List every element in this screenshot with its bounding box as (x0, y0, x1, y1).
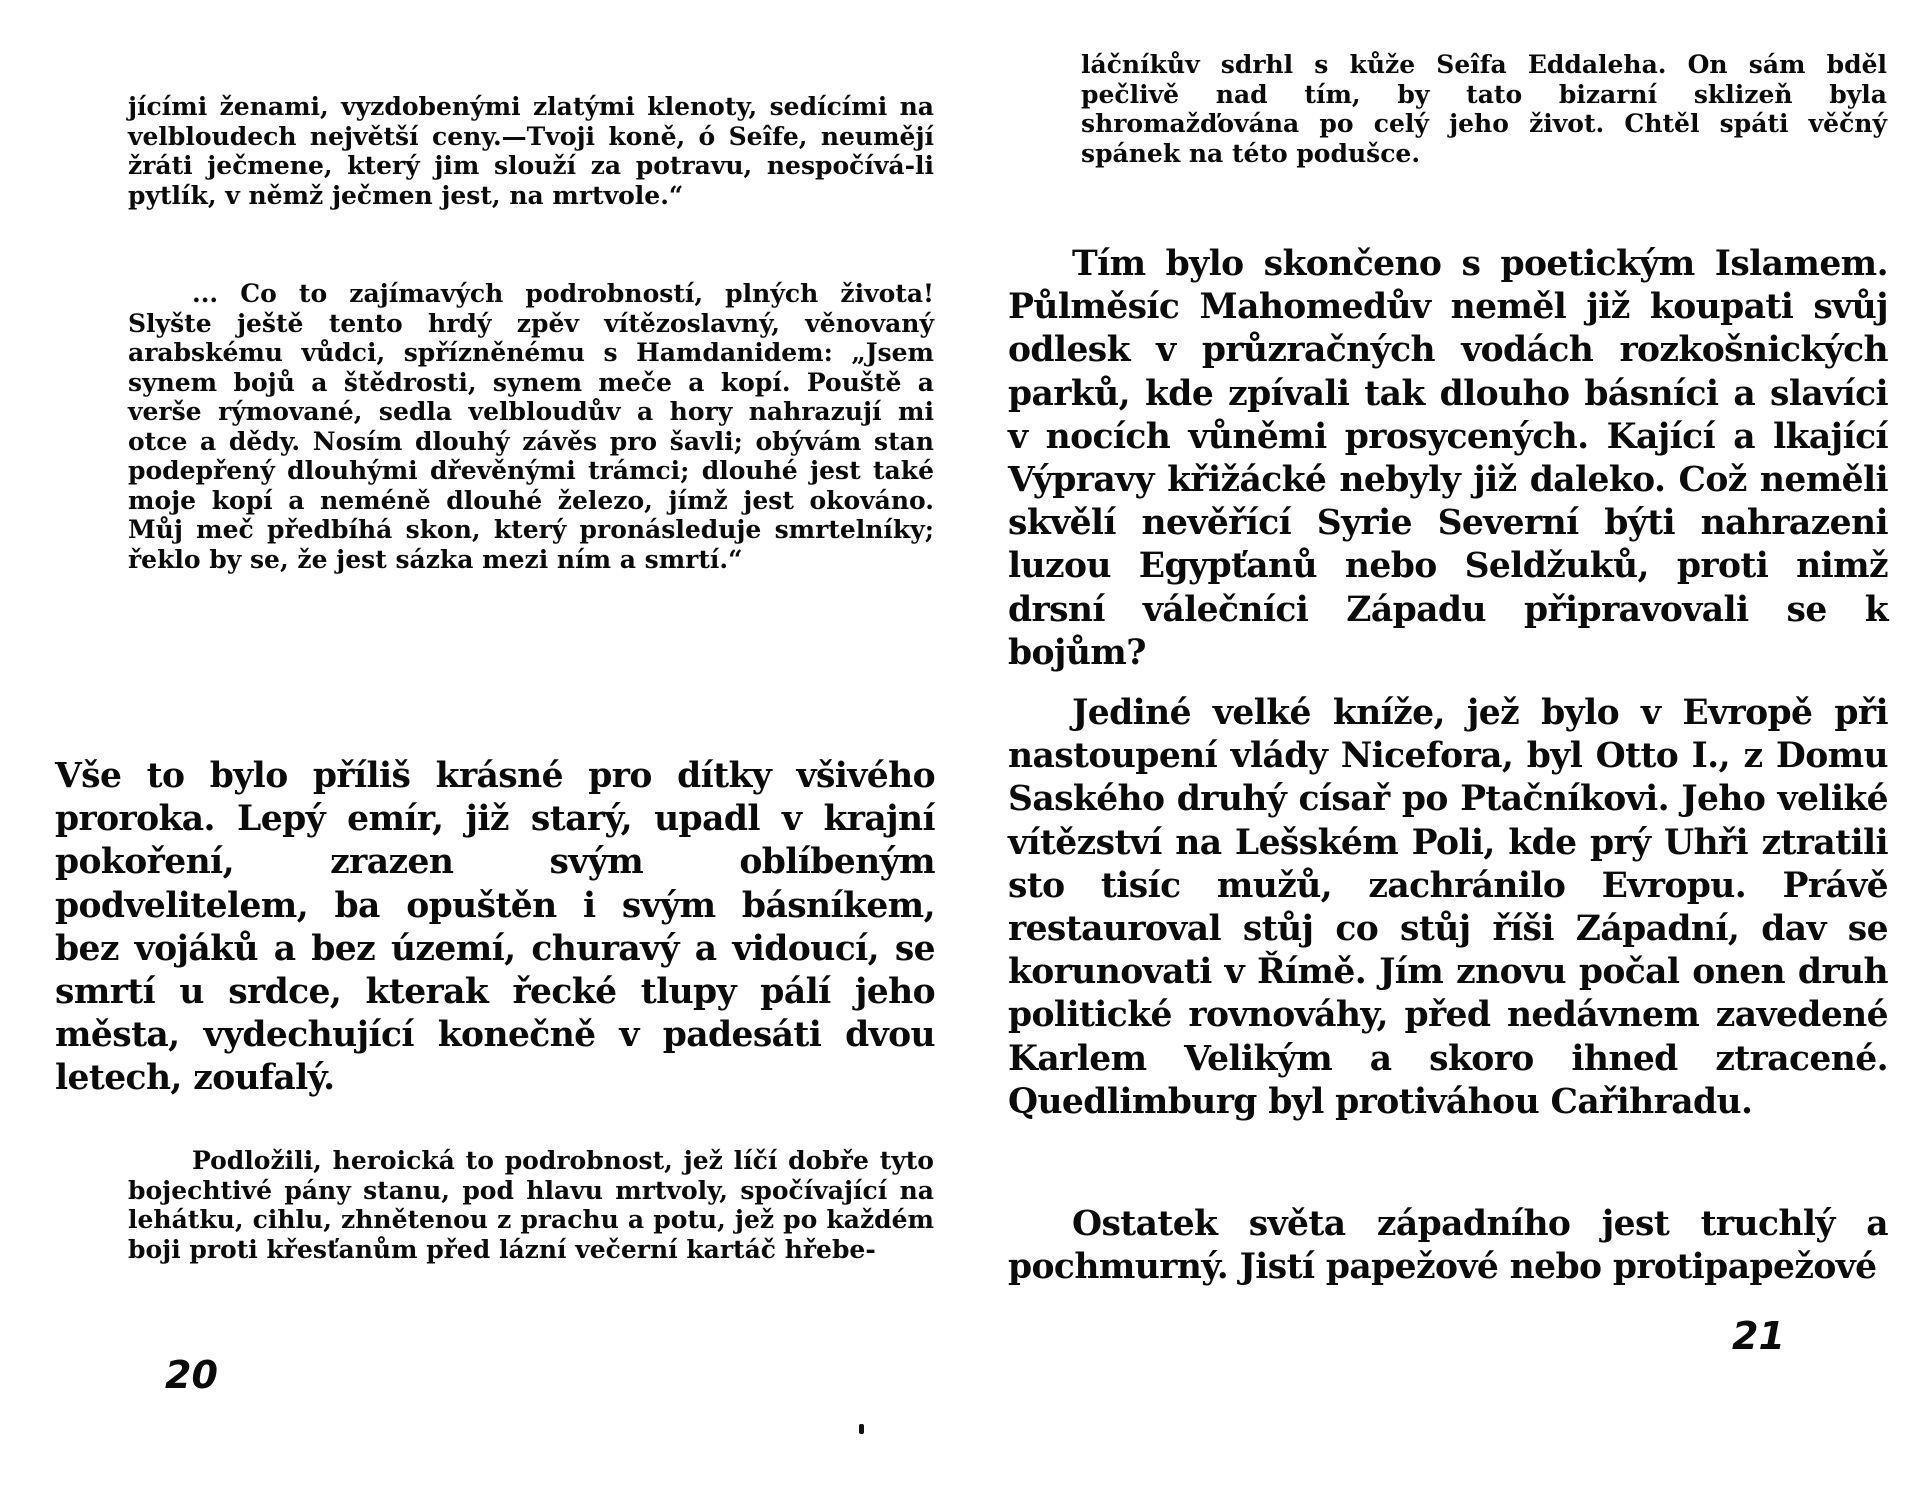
print-speck (859, 1424, 864, 1434)
page-number-left: 20 (165, 1353, 218, 1397)
right-paragraph-2: Tím bylo skončeno s poetickým Islamem. Půlměsíc Mahomedův neměl již koupati svůj odlesk v průzračných vodách rozkošnických parků, kde zpívali tak dlouho básníci a slavíci v nocích vůněmi prosycených. Kající a lkající Výpravy křižácké nebyly již daleko. Což neměli skvělí nevěřící Syrie Severní býti nahrazeni luzou Egypťanů nebo Seldžuků, proti nimž drsní válečníci Západu připravovali se k bojům? (1008, 244, 1888, 673)
left-paragraph-3: Vše to bylo příliš krásné pro dítky všivého proroka. Lepý emír, již starý, upadl v krajní pokoření, zrazen svým oblíbeným podvelitelem, ba opuštěn i svým básníkem, bez vojáků a bez území, churavý a vidoucí, se smrtí u srdce, kterak řecké tlupy pálí jeho města, vydechující konečně v padesáti dvou letech, zoufalý. (55, 756, 935, 1099)
left-paragraph-1: jícími ženami, vyzdobenými zlatými klenoty, sedícími na velbloudech největší ceny.—Tvoji koně, ó Seîfe, neumějí žráti ječmene, který jim slouží za potravu, nespočívá-li pytlík, v němž ječmen jest, na mrtvole.“ (128, 92, 934, 210)
right-paragraph-1: láčníkův sdrhl s kůže Seîfa Eddaleha. On sám bděl pečlivě nad tím, by tato bizarní sklizeň byla shromažďována po celý jeho život. Chtěl spáti věčný spánek na této podušce. (1081, 50, 1887, 168)
page-number-right: 21 (1732, 1314, 1785, 1358)
right-paragraph-4: Ostatek světa západního jest truchlý a pochmurný. Jistí papežové nebo protipapežové (1008, 1204, 1888, 1288)
left-paragraph-2: ... Co to zajímavých podrobností, plných života! Slyšte ještě tento hrdý zpěv vítězoslavný, věnovaný arabskému vůdci, spřízněnému s Hamdanidem: „Jsem synem bojů a štědrosti, synem meče a kopí. Pouště a verše rýmované, sedla velbloudův a hory nahrazují mi otce a dědy. Nosím dlouhý závěs pro šavli; obývám stan podepřený dlouhými dřevěnými trámci; dlouhé jest také moje kopí a neméně dlouhé železo, jímž jest okováno. Můj meč předbíhá skon, který pronásleduje smrtelníky; řeklo by se, že jest sázka mezi ním a smrtí.“ (128, 279, 934, 574)
left-paragraph-4: Podložili, heroická to podrobnost, jež líčí dobře tyto bojechtivé pány stanu, pod hlavu mrtvoly, spočívající na lehátku, cihlu, zhnětenou z prachu a potu, jež po každém boji proti křesťanům před lázní večerní kartáč hřebe- (128, 1146, 934, 1264)
right-paragraph-3: Jediné velké kníže, jež bylo v Evropě při nastoupení vlády Nicefora, byl Otto I., z Domu Saského druhý císař po Ptačníkovi. Jeho veliké vítězství na Lešském Poli, kde prý Uhři ztratili sto tisíc mužů, zachránilo Evropu. Právě restauroval stůj co stůj říši Západní, dav se korunovati v Římě. Jím znovu počal onen druh politické rovnováhy, před nedávnem zavedené Karlem Velikým a skoro ihned ztracené. Quedlimburg byl protiváhou Cařihradu. (1008, 693, 1888, 1122)
right-page (964, 0, 1928, 1500)
